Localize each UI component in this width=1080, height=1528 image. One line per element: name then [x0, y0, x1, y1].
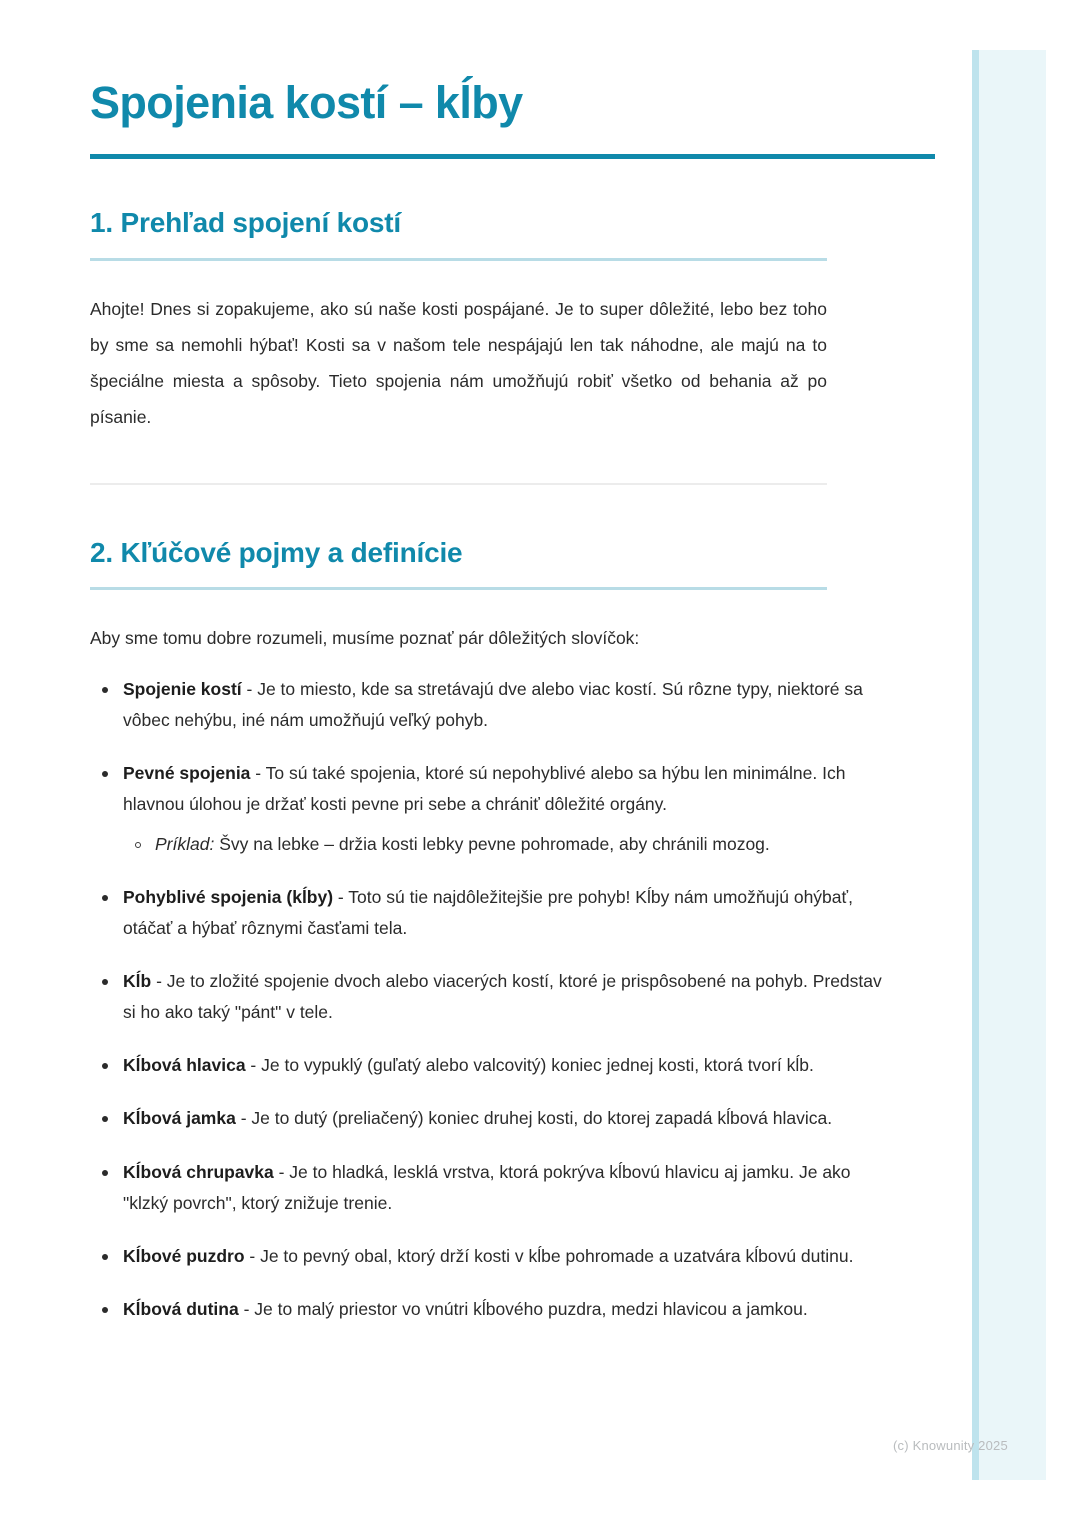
- term-list-item: [90, 1050, 883, 1081]
- term-list-item: [90, 1157, 883, 1219]
- term-list-item: [90, 1103, 883, 1134]
- term-definition: - Je to dutý (preliačený) koniec druhej kosti, do ktorej zapadá kĺbová hlavica.: [235, 1108, 833, 1129]
- section-heading-2: 2. Kľúčové pojmy a definície: [90, 536, 463, 568]
- term-list-item: [90, 758, 883, 859]
- term-name: Pevné spojenia: [123, 763, 251, 784]
- term-list-item: [90, 966, 883, 1028]
- terms-list: [90, 674, 932, 1325]
- term-name: Kĺbové puzdro: [123, 1245, 245, 1266]
- term-name: Kĺbová jamka: [123, 1108, 236, 1129]
- title-rule: [90, 154, 935, 159]
- term-name: Spojenie kostí: [123, 679, 242, 699]
- term-name: Kĺbová dutina: [123, 1298, 239, 1319]
- term-name: Kĺbová hlavica: [123, 1055, 246, 1076]
- section-lead-2: Aby sme tomu dobre rozumeli, musíme poznať pár dôležitých slovíčok:: [90, 627, 640, 648]
- term-definition: - To sú také spojenia, ktoré sú nepohyblivé alebo sa hýbu len minimálne. Ich hlavnou úlohou je držať kosti pevne pri sebe a chrániť dôležité orgány.: [123, 763, 846, 815]
- term-definition: - Je to pevný obal, ktorý drží kosti v kĺbe pohromade a uzatvára kĺbovú dutinu.: [244, 1245, 854, 1266]
- term-definition: - Je to zložité spojenie dvoch alebo viacerých kostí, ktoré je prispôsobené na pohyb. Predstav si ho ako taký "pánt" v tele.: [123, 970, 882, 1023]
- page-title: Spojenia kostí – kĺby: [90, 77, 523, 128]
- term-definition: - Je to miesto, kde sa stretávajú dve alebo viac kostí. Sú rôzne typy, niektoré sa vôbec nehýbu, iné nám umožňujú veľký pohyb.: [123, 679, 863, 731]
- section-paragraph-1: Ahojte! Dnes si zopakujeme, ako sú naše kosti pospájané. Je to super dôležité, lebo bez toho by sme sa nemohli hýbať! Kosti sa v našom tele nespájajú len tak náhodne, ale majú na to špeciálne miesta a spôsoby. Tieto spojenia nám umožňujú robiť všetko od behania až po písanie.: [90, 298, 827, 427]
- section-divider: [90, 483, 827, 485]
- example-label: Príklad:: [155, 833, 215, 854]
- term-definition: - Je to vypuklý (guľatý alebo valcovitý) koniec jednej kosti, ktorá tvorí kĺb.: [245, 1055, 814, 1076]
- section-heading-rule-2: [90, 587, 827, 590]
- term-definition: - Je to malý priestor vo vnútri kĺbového puzdra, medzi hlavicou a jamkou.: [238, 1298, 808, 1319]
- term-definition: - Je to hladká, lesklá vrstva, ktorá pokrýva kĺbovú hlavicu aj jamku. Je ako "klzký povrch", ktorý znižuje trenie.: [123, 1161, 851, 1213]
- sub-terms-list: [123, 829, 883, 860]
- term-list-item: [90, 674, 883, 736]
- example-text: Švy na lebke – držia kosti lebky pevne pohromade, aby chránili mozog.: [214, 833, 770, 854]
- term-name: Kĺb: [123, 970, 152, 991]
- term-list-item: [90, 1241, 883, 1272]
- term-list-item: [90, 882, 883, 944]
- watermark: (c) Knowunity 2025: [893, 1438, 1008, 1453]
- term-name: Pohyblivé spojenia (kĺby): [123, 886, 334, 907]
- term-list-item: [90, 1294, 883, 1325]
- section-heading-1: 1. Prehľad spojení kostí: [90, 207, 401, 239]
- sub-term-list-item: [123, 829, 875, 860]
- term-definition: - Toto sú tie najdôležitejšie pre pohyb! Kĺby nám umožňujú ohýbať, otáčať a hýbať rôznymi časťami tela.: [123, 886, 853, 938]
- term-name: Kĺbová chrupavka: [123, 1161, 274, 1182]
- section-heading-rule-1: [90, 258, 827, 261]
